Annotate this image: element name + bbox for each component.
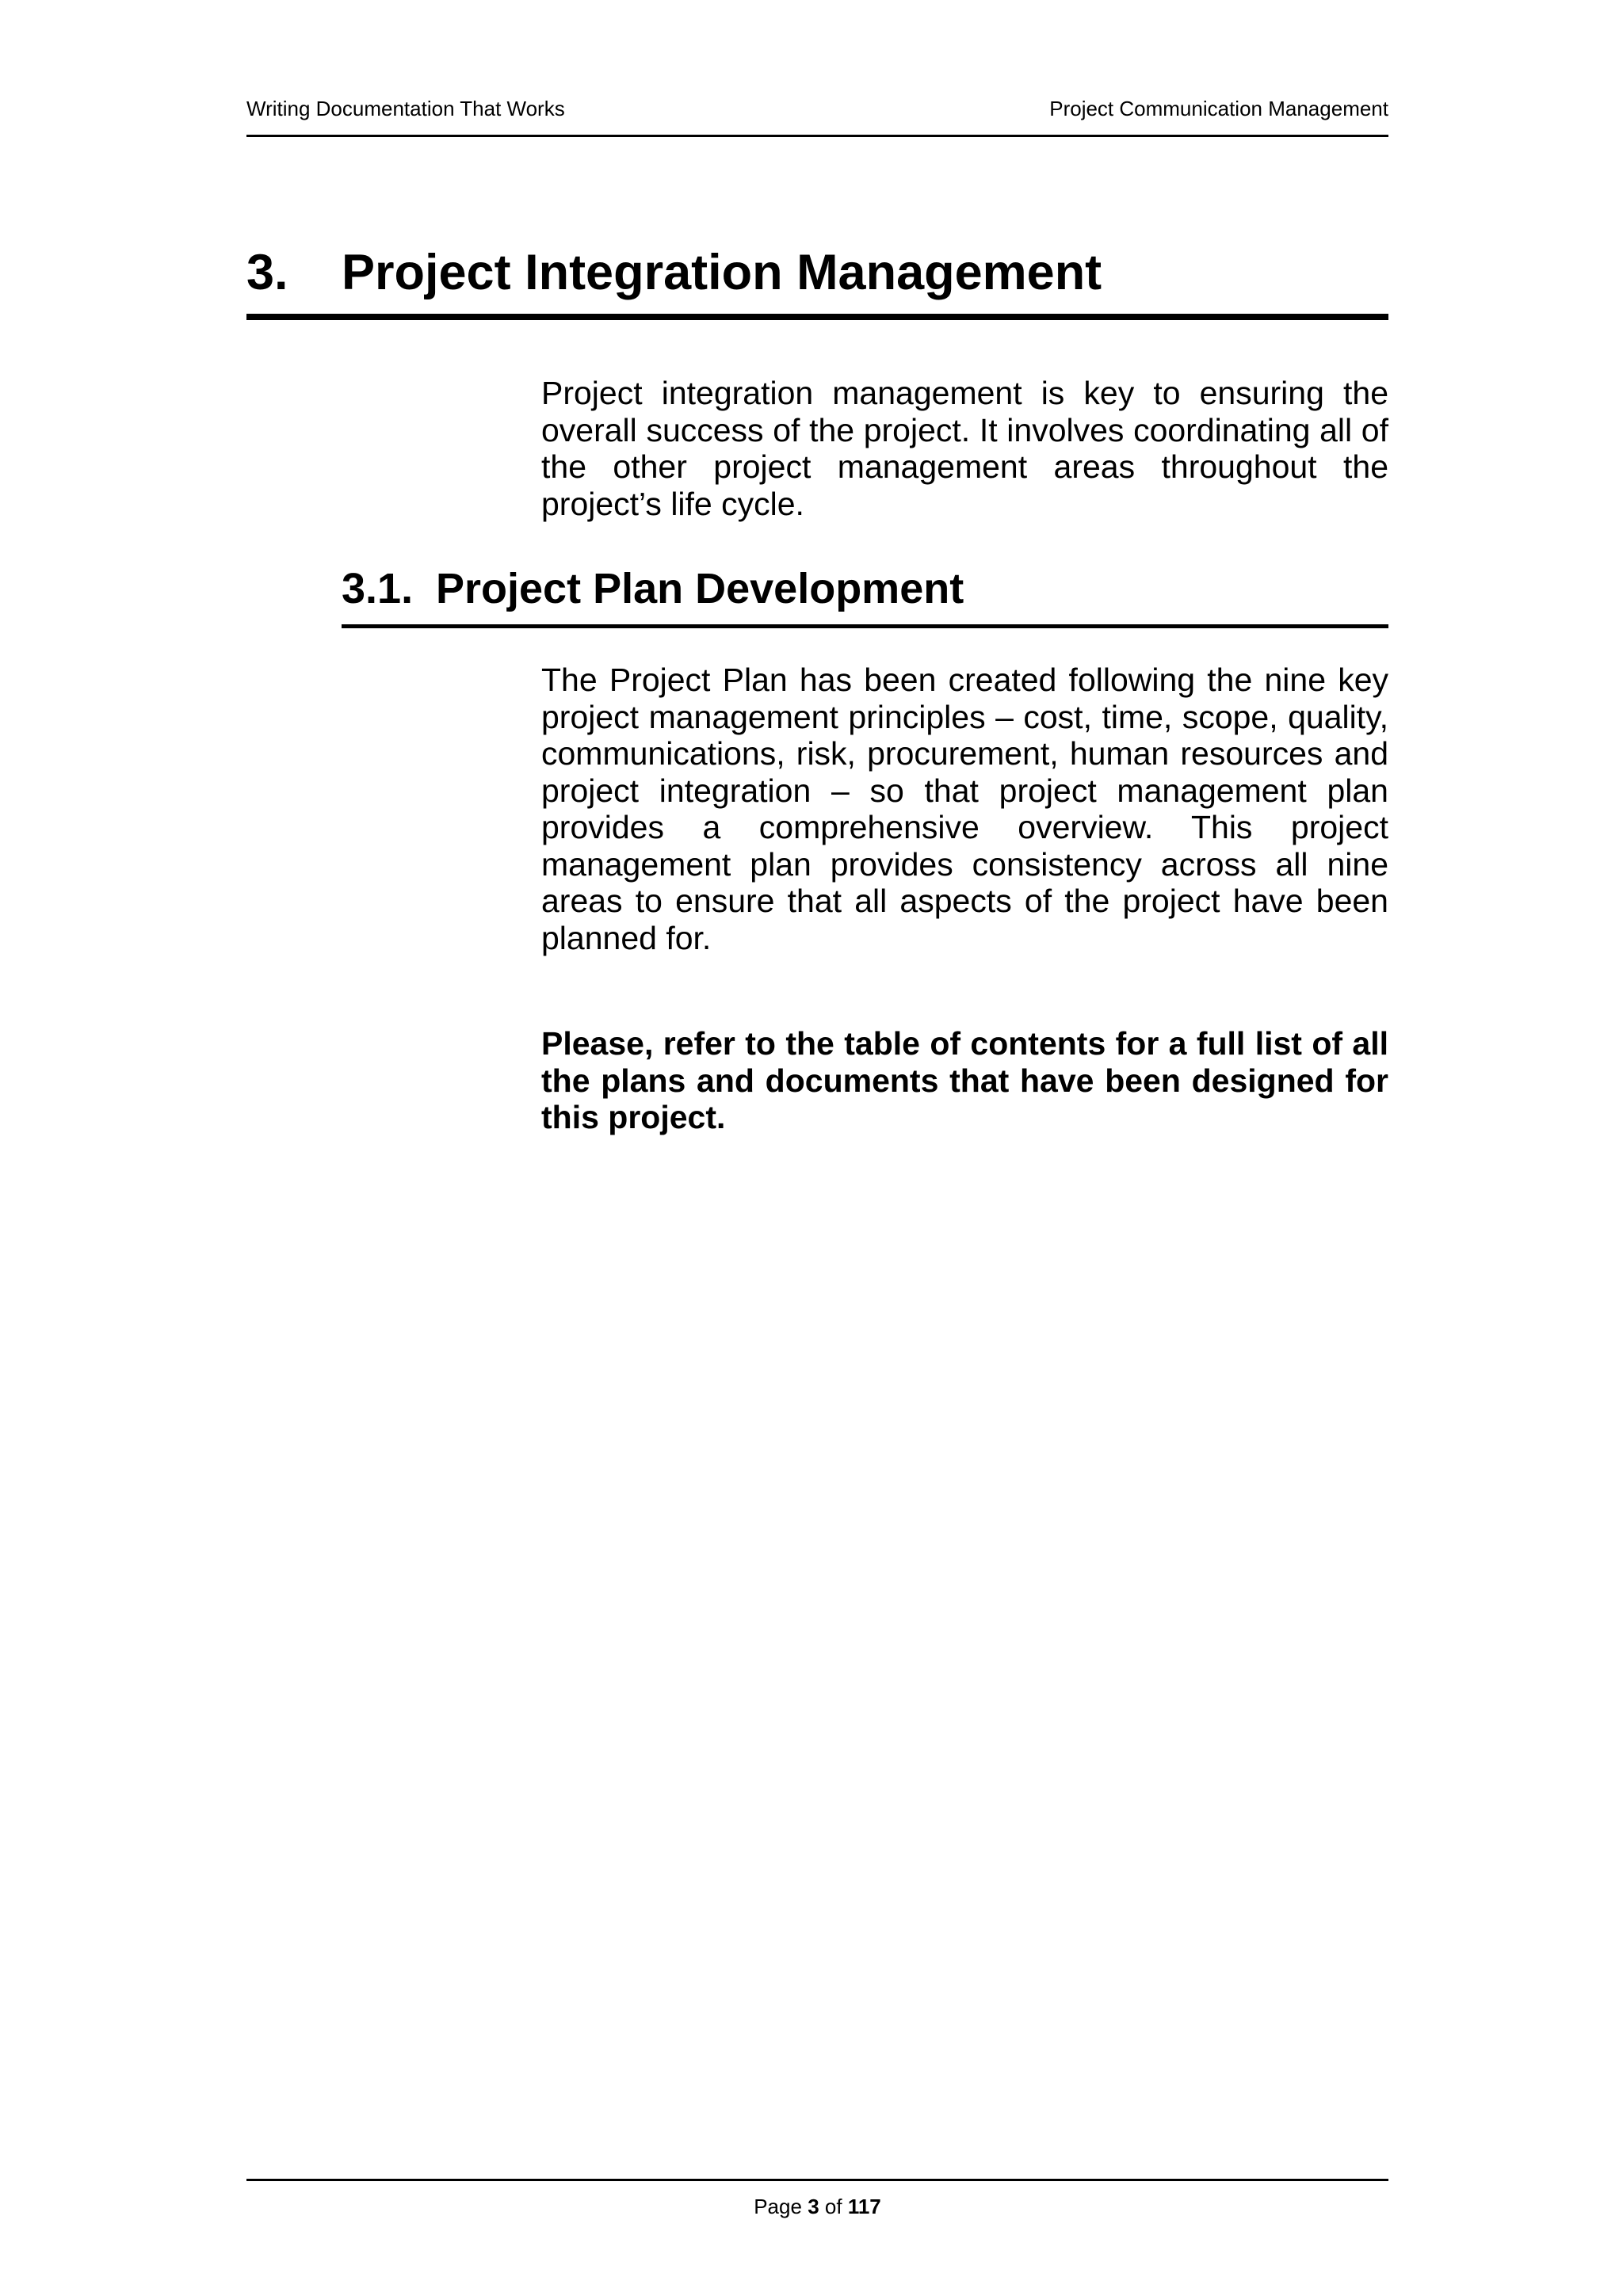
footer-divider — [246, 2179, 1388, 2181]
footer-page-word: Page — [754, 2195, 802, 2218]
section-title: Project Plan Development — [436, 565, 964, 612]
header-section-title: Project Communication Management — [1049, 97, 1388, 120]
section-paragraph: The Project Plan has been created following the nine key project management principles – cost, time, scope, quality, communications, risk, procurement, human resources and project integration – so that project management plan provides a comprehensive overview. This project management plan provides consistency across all nine areas to ensure that all aspects of the project have been planned for. — [541, 662, 1388, 956]
footer-total-pages: 117 — [847, 2195, 881, 2218]
chapter-heading — [246, 238, 1388, 320]
page-header — [246, 93, 1388, 137]
intro-paragraph: Project integration management is key to ensuring the overall success of the project. It involves coordinating all of the other project management areas throughout the project’s life cycle. — [541, 375, 1388, 522]
section-number: 3.1. — [342, 565, 414, 612]
chapter-number: 3. — [246, 245, 288, 300]
section-heading — [342, 563, 1388, 628]
footer-page-number: 3 — [808, 2195, 819, 2218]
chapter-title: Project Integration Management — [342, 245, 1102, 300]
section-note: Please, refer to the table of contents for a full list of all the plans and documents that have been designed for this project. — [541, 1025, 1388, 1135]
footer-of-word: of — [824, 2195, 842, 2218]
header-document-title: Writing Documentation That Works — [246, 97, 565, 120]
page-footer — [246, 2195, 1388, 2219]
